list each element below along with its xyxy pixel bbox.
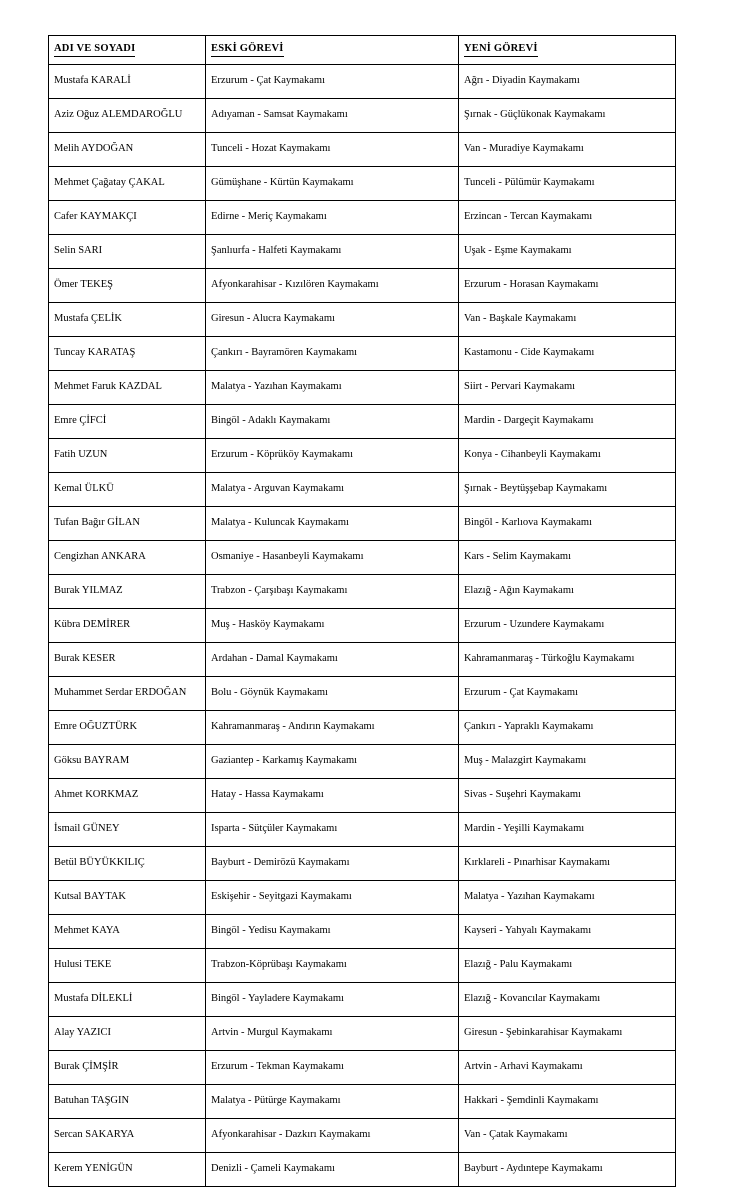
cell-previous-post: Gaziantep - Karkamış Kaymakamı <box>206 745 459 779</box>
cell-new-post: Van - Muradiye Kaymakamı <box>459 133 676 167</box>
cell-full-name: Batuhan TAŞGIN <box>49 1085 206 1119</box>
cell-full-name: Aziz Oğuz ALEMDAROĞLU <box>49 99 206 133</box>
cell-full-name: Burak KESER <box>49 643 206 677</box>
cell-full-name: Mustafa ÇELİK <box>49 303 206 337</box>
table-row <box>49 779 676 813</box>
cell-new-post: Van - Çatak Kaymakamı <box>459 1119 676 1153</box>
cell-full-name: Kübra DEMİRER <box>49 609 206 643</box>
cell-previous-post: Afyonkarahisar - Dazkırı Kaymakamı <box>206 1119 459 1153</box>
table-row <box>49 1153 676 1187</box>
cell-previous-post: Bingöl - Adaklı Kaymakamı <box>206 405 459 439</box>
cell-full-name: Tufan Bağır GİLAN <box>49 507 206 541</box>
cell-new-post: Bingöl - Karlıova Kaymakamı <box>459 507 676 541</box>
cell-previous-post: Malatya - Yazıhan Kaymakamı <box>206 371 459 405</box>
table-row <box>49 1051 676 1085</box>
cell-previous-post: Malatya - Kuluncak Kaymakamı <box>206 507 459 541</box>
cell-full-name: Mustafa KARALİ <box>49 65 206 99</box>
column-header-new-post: YENİ GÖREVİ <box>459 36 676 65</box>
cell-new-post: Erzurum - Uzundere Kaymakamı <box>459 609 676 643</box>
cell-previous-post: Osmaniye - Hasanbeyli Kaymakamı <box>206 541 459 575</box>
cell-previous-post: Malatya - Arguvan Kaymakamı <box>206 473 459 507</box>
cell-full-name: Cengizhan ANKARA <box>49 541 206 575</box>
table-row <box>49 269 676 303</box>
table-row <box>49 711 676 745</box>
cell-previous-post: Tunceli - Hozat Kaymakamı <box>206 133 459 167</box>
table-row <box>49 541 676 575</box>
cell-previous-post: Erzurum - Tekman Kaymakamı <box>206 1051 459 1085</box>
table-row <box>49 201 676 235</box>
cell-new-post: Tunceli - Pülümür Kaymakamı <box>459 167 676 201</box>
table-row <box>49 405 676 439</box>
table-row <box>49 609 676 643</box>
table-row <box>49 881 676 915</box>
cell-new-post: Elazığ - Palu Kaymakamı <box>459 949 676 983</box>
table-row <box>49 439 676 473</box>
cell-new-post: Kayseri - Yahyalı Kaymakamı <box>459 915 676 949</box>
cell-previous-post: Bayburt - Demirözü Kaymakamı <box>206 847 459 881</box>
table-row <box>49 133 676 167</box>
cell-previous-post: Bolu - Göynük Kaymakamı <box>206 677 459 711</box>
cell-new-post: Şırnak - Güçlükonak Kaymakamı <box>459 99 676 133</box>
cell-previous-post: Denizli - Çameli Kaymakamı <box>206 1153 459 1187</box>
cell-new-post: Uşak - Eşme Kaymakamı <box>459 235 676 269</box>
table-body <box>49 65 676 1187</box>
table-row <box>49 235 676 269</box>
cell-new-post: Konya - Cihanbeyli Kaymakamı <box>459 439 676 473</box>
cell-previous-post: Bingöl - Yayladere Kaymakamı <box>206 983 459 1017</box>
appointments-table <box>48 35 676 1187</box>
table-row <box>49 983 676 1017</box>
cell-new-post: Kahramanmaraş - Türkoğlu Kaymakamı <box>459 643 676 677</box>
table-row <box>49 303 676 337</box>
cell-previous-post: Artvin - Murgul Kaymakamı <box>206 1017 459 1051</box>
table-row <box>49 1085 676 1119</box>
table-row <box>49 99 676 133</box>
table-row <box>49 1017 676 1051</box>
cell-new-post: Siirt - Pervari Kaymakamı <box>459 371 676 405</box>
cell-new-post: Çankırı - Yapraklı Kaymakamı <box>459 711 676 745</box>
table-row <box>49 371 676 405</box>
table-row <box>49 473 676 507</box>
cell-new-post: Mardin - Yeşilli Kaymakamı <box>459 813 676 847</box>
cell-full-name: Ahmet KORKMAZ <box>49 779 206 813</box>
cell-new-post: Ağrı - Diyadin Kaymakamı <box>459 65 676 99</box>
cell-full-name: Mehmet Faruk KAZDAL <box>49 371 206 405</box>
cell-full-name: Kemal ÜLKÜ <box>49 473 206 507</box>
cell-full-name: Fatih UZUN <box>49 439 206 473</box>
cell-new-post: Bayburt - Aydıntepe Kaymakamı <box>459 1153 676 1187</box>
cell-full-name: Göksu BAYRAM <box>49 745 206 779</box>
cell-previous-post: Muş - Hasköy Kaymakamı <box>206 609 459 643</box>
cell-new-post: Mardin - Dargeçit Kaymakamı <box>459 405 676 439</box>
cell-new-post: Kırklareli - Pınarhisar Kaymakamı <box>459 847 676 881</box>
cell-full-name: Melih AYDOĞAN <box>49 133 206 167</box>
cell-previous-post: Edirne - Meriç Kaymakamı <box>206 201 459 235</box>
table-row <box>49 745 676 779</box>
table-row <box>49 575 676 609</box>
cell-new-post: Şırnak - Beytüşşebap Kaymakamı <box>459 473 676 507</box>
table-row <box>49 507 676 541</box>
column-header-name: ADI VE SOYADI <box>49 36 206 65</box>
cell-previous-post: Giresun - Alucra Kaymakamı <box>206 303 459 337</box>
table-row <box>49 1119 676 1153</box>
cell-new-post: Erzurum - Horasan Kaymakamı <box>459 269 676 303</box>
cell-new-post: Van - Başkale Kaymakamı <box>459 303 676 337</box>
cell-full-name: Kerem YENİGÜN <box>49 1153 206 1187</box>
column-header-old-post: ESKİ GÖREVİ <box>206 36 459 65</box>
cell-full-name: İsmail GÜNEY <box>49 813 206 847</box>
cell-previous-post: Çankırı - Bayramören Kaymakamı <box>206 337 459 371</box>
cell-new-post: Erzurum - Çat Kaymakamı <box>459 677 676 711</box>
cell-full-name: Tuncay KARATAŞ <box>49 337 206 371</box>
cell-previous-post: Bingöl - Yedisu Kaymakamı <box>206 915 459 949</box>
cell-new-post: Kars - Selim Kaymakamı <box>459 541 676 575</box>
cell-previous-post: Adıyaman - Samsat Kaymakamı <box>206 99 459 133</box>
cell-full-name: Muhammet Serdar ERDOĞAN <box>49 677 206 711</box>
cell-previous-post: Trabzon-Köprübaşı Kaymakamı <box>206 949 459 983</box>
cell-new-post: Giresun - Şebinkarahisar Kaymakamı <box>459 1017 676 1051</box>
cell-new-post: Muş - Malazgirt Kaymakamı <box>459 745 676 779</box>
table-row <box>49 65 676 99</box>
cell-full-name: Ömer TEKEŞ <box>49 269 206 303</box>
table-row <box>49 677 676 711</box>
cell-previous-post: Malatya - Pütürge Kaymakamı <box>206 1085 459 1119</box>
cell-full-name: Selin SARI <box>49 235 206 269</box>
cell-previous-post: Isparta - Sütçüler Kaymakamı <box>206 813 459 847</box>
cell-full-name: Burak YILMAZ <box>49 575 206 609</box>
cell-previous-post: Şanlıurfa - Halfeti Kaymakamı <box>206 235 459 269</box>
cell-full-name: Mehmet Çağatay ÇAKAL <box>49 167 206 201</box>
table-header-row <box>49 36 676 65</box>
cell-previous-post: Kahramanmaraş - Andırın Kaymakamı <box>206 711 459 745</box>
cell-full-name: Emre OĞUZTÜRK <box>49 711 206 745</box>
table-row <box>49 813 676 847</box>
cell-previous-post: Ardahan - Damal Kaymakamı <box>206 643 459 677</box>
cell-previous-post: Afyonkarahisar - Kızılören Kaymakamı <box>206 269 459 303</box>
cell-full-name: Mehmet KAYA <box>49 915 206 949</box>
cell-full-name: Sercan SAKARYA <box>49 1119 206 1153</box>
table-row <box>49 643 676 677</box>
cell-full-name: Mustafa DİLEKLİ <box>49 983 206 1017</box>
cell-full-name: Alay YAZICI <box>49 1017 206 1051</box>
table-row <box>49 915 676 949</box>
table-row <box>49 847 676 881</box>
cell-full-name: Hulusi TEKE <box>49 949 206 983</box>
cell-previous-post: Hatay - Hassa Kaymakamı <box>206 779 459 813</box>
cell-previous-post: Erzurum - Çat Kaymakamı <box>206 65 459 99</box>
cell-full-name: Betül BÜYÜKKILIÇ <box>49 847 206 881</box>
cell-previous-post: Gümüşhane - Kürtün Kaymakamı <box>206 167 459 201</box>
table-row <box>49 337 676 371</box>
cell-full-name: Kutsal BAYTAK <box>49 881 206 915</box>
cell-full-name: Burak ÇİMŞİR <box>49 1051 206 1085</box>
cell-new-post: Elazığ - Kovancılar Kaymakamı <box>459 983 676 1017</box>
cell-new-post: Sivas - Suşehri Kaymakamı <box>459 779 676 813</box>
cell-new-post: Malatya - Yazıhan Kaymakamı <box>459 881 676 915</box>
table-row <box>49 167 676 201</box>
cell-previous-post: Trabzon - Çarşıbaşı Kaymakamı <box>206 575 459 609</box>
cell-new-post: Elazığ - Ağın Kaymakamı <box>459 575 676 609</box>
cell-full-name: Emre ÇİFCİ <box>49 405 206 439</box>
table-row <box>49 949 676 983</box>
cell-previous-post: Erzurum - Köprüköy Kaymakamı <box>206 439 459 473</box>
cell-full-name: Cafer KAYMAKÇI <box>49 201 206 235</box>
cell-new-post: Kastamonu - Cide Kaymakamı <box>459 337 676 371</box>
cell-new-post: Erzincan - Tercan Kaymakamı <box>459 201 676 235</box>
cell-previous-post: Eskişehir - Seyitgazi Kaymakamı <box>206 881 459 915</box>
cell-new-post: Hakkari - Şemdinli Kaymakamı <box>459 1085 676 1119</box>
cell-new-post: Artvin - Arhavi Kaymakamı <box>459 1051 676 1085</box>
table-header <box>49 36 676 65</box>
